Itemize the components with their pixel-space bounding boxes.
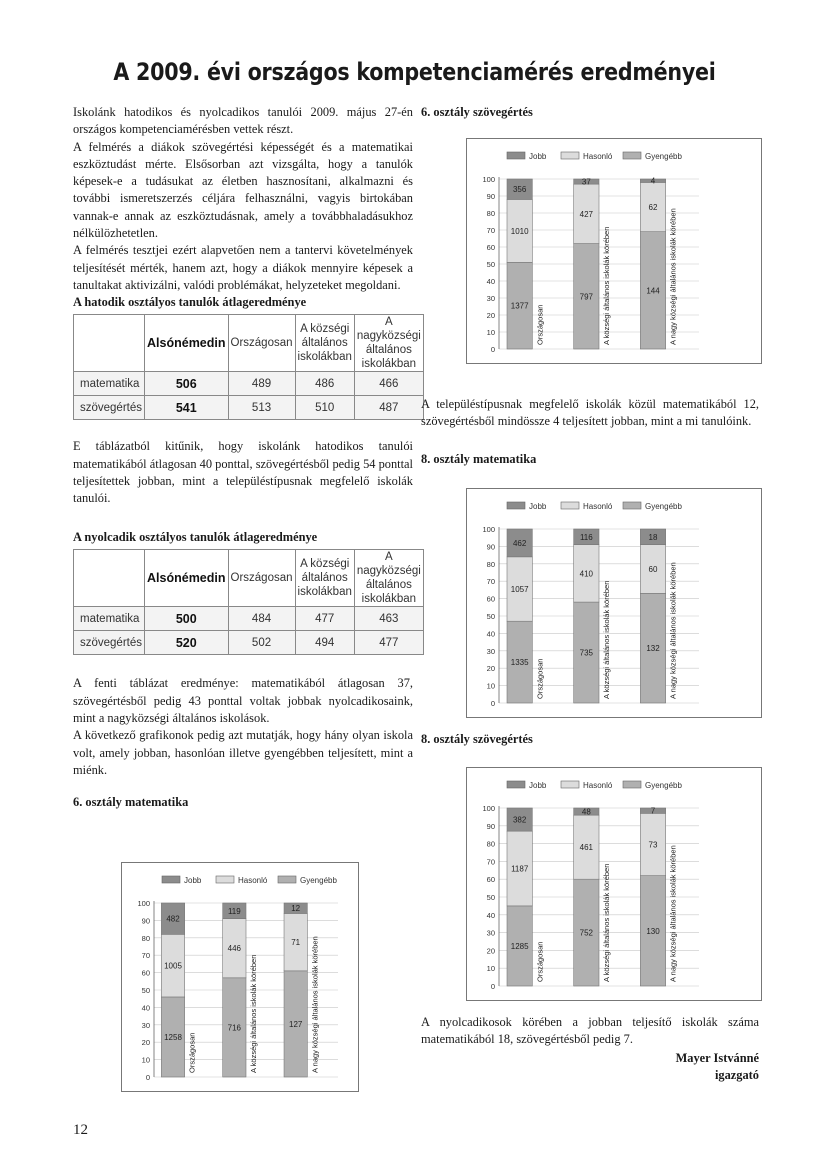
category-label: A nagy községi általános iskolák körében (668, 208, 678, 345)
category-label: Országosan (535, 941, 545, 982)
table8-heading: A nyolcadik osztályos tanulók átlageredménye (73, 530, 318, 545)
table-cell: 510 (295, 396, 354, 420)
legend-swatch (561, 502, 579, 509)
tick-label: 60 (486, 875, 495, 885)
legend-label: Gyengébb (645, 502, 682, 511)
legend-item (278, 876, 337, 885)
tick-label: 10 (486, 681, 495, 691)
chart-svg (467, 489, 761, 717)
table-cell: 463 (354, 607, 423, 631)
table6-header-empty (74, 315, 145, 372)
table-cell: 541 (145, 396, 229, 420)
tick-label: 0 (490, 699, 495, 708)
data-label: 1187 (511, 864, 529, 874)
table-cell: 484 (228, 607, 295, 631)
data-label: 797 (579, 292, 594, 302)
table6-header-alsonemedin: Alsónémedin (145, 315, 229, 372)
legend-swatch (278, 876, 296, 883)
data-label: 382 (512, 815, 527, 825)
table6-header-orszagosan: Országosan (228, 315, 295, 372)
intro-paragraph-2: A felmérés a diákok szövegértési képességét és a matematikai eszköztudást mérte. Elsősorban azt vizsgálta, hogy a tanulók képesek-e a tudásukat az életben hasznosítani, alkalmazni és további ismeretszerzés céljára felhasználni, vagyis birtokában vannak-e annak az eszköztudásnak, amely a továbbhaladásukhoz nélkülözhetetlen. (73, 139, 413, 241)
legend-label: Gyengébb (300, 876, 337, 885)
signature-block (421, 1050, 759, 1084)
tick-label: 0 (145, 1073, 150, 1082)
chart-svg (122, 863, 358, 1091)
legend-item (507, 781, 547, 790)
tick-label: 30 (486, 294, 495, 303)
table6-header-kozsegi: A községi általános iskolákban (295, 315, 354, 372)
data-label: 462 (512, 538, 527, 548)
data-label: 427 (579, 209, 594, 219)
chart-title-6-math: 6. osztály matematika (73, 795, 189, 810)
table8-header-empty (74, 550, 145, 607)
tick-label: 100 (137, 899, 150, 908)
tick-label: 80 (486, 559, 495, 569)
legend-item (623, 781, 682, 790)
data-label: 144 (646, 286, 660, 296)
table-cell: matematika (74, 607, 145, 631)
data-label: 127 (289, 1019, 303, 1029)
data-label: 12 (291, 904, 301, 914)
table6-header-row (74, 315, 424, 372)
legend-swatch (507, 152, 525, 159)
category-label: A nagy községi általános iskolák körében (668, 562, 678, 699)
data-label: 1285 (510, 941, 529, 951)
legend-item (561, 152, 613, 161)
tick-label: 0 (490, 345, 495, 354)
chart-svg (467, 139, 761, 363)
table-cell: matematika (74, 372, 145, 396)
table-cell: 502 (228, 631, 295, 655)
category-label: Országosan (535, 658, 545, 699)
table8-header-alsonemedin: Alsónémedin (145, 550, 229, 607)
tick-label: 20 (486, 311, 495, 320)
table-cell: 486 (295, 372, 354, 396)
tick-label: 40 (486, 910, 495, 920)
chart-title-6-reading: 6. osztály szövegértés (421, 105, 533, 119)
legend-swatch (623, 152, 641, 159)
table-cell: 494 (295, 631, 354, 655)
table-cell: 500 (145, 607, 229, 631)
category-label: Országosan (535, 304, 545, 345)
data-label: 752 (579, 928, 594, 938)
signature-title: igazgató (714, 1068, 759, 1082)
tick-label: 30 (141, 1020, 150, 1030)
table-row (74, 631, 424, 655)
tick-label: 10 (486, 328, 495, 337)
data-label: 716 (227, 1023, 242, 1033)
data-label: 1057 (510, 585, 529, 595)
tick-label: 40 (486, 629, 495, 639)
table6-summary: E táblázatból kitűnik, hogy iskolánk hatodikos tanulói matematikából átlagosan 40 ponttal, szövegértésből pedig 54 ponttal teljesítettek jobban, mint a településtípusnak megfelelő iskolák tanulói. (73, 439, 413, 506)
tick-label: 40 (141, 1003, 150, 1013)
tick-label: 70 (141, 951, 150, 961)
tick-label: 70 (486, 857, 495, 867)
table-cell: 466 (354, 372, 423, 396)
table-row (74, 372, 424, 396)
tick-label: 50 (486, 260, 495, 269)
chart-8-reading (466, 767, 762, 1001)
table-cell: 520 (145, 631, 229, 655)
data-label: 116 (579, 532, 593, 542)
tick-label: 90 (141, 916, 150, 926)
table-cell: szövegértés (74, 396, 145, 420)
tick-label: 90 (486, 192, 495, 201)
category-label: A községi általános iskolák körében (602, 580, 611, 699)
legend-item (623, 502, 682, 511)
tick-label: 90 (486, 821, 495, 831)
tick-label: 100 (482, 804, 495, 813)
chart-6-math (121, 862, 359, 1092)
tick-label: 100 (482, 525, 495, 534)
legend-swatch (507, 502, 525, 509)
chart-title-8-math: 8. osztály matematika (421, 452, 537, 466)
intro-paragraph-1: Iskolánk hatodikos és nyolcadikos tanulói 2009. május 27-én országos kompetenciamérésben vettek részt. (73, 105, 413, 137)
chart-title-8-reading: 8. osztály szövegértés (421, 732, 533, 746)
data-label: 4 (650, 176, 656, 186)
legend-swatch (623, 781, 641, 788)
data-label: 71 (291, 938, 301, 948)
data-label: 37 (581, 177, 591, 187)
tick-label: 80 (486, 839, 495, 849)
tick-label: 10 (141, 1055, 150, 1065)
legend-item (507, 152, 547, 161)
table8-header-kozsegi: A községi általános iskolákban (295, 550, 354, 607)
table-cell: 513 (228, 396, 295, 420)
tick-label: 40 (486, 277, 495, 286)
legend-item (216, 876, 268, 885)
table-row (74, 607, 424, 631)
table6 (73, 314, 424, 420)
table-cell: 487 (354, 396, 423, 420)
tick-label: 50 (141, 986, 150, 995)
tick-label: 60 (486, 243, 495, 252)
table8-header-nagykozsegi: A nagyközségi általános iskolákban (354, 550, 423, 607)
intro-paragraph-3: A felmérés tesztjei ezért alapvetően nem a tantervi követelmények teljesítését mérték, hanem azt, hogy a diákok mennyire képesek a tanultakat aktivizálni, valódi problémákat, helyzeteket megoldani. (73, 243, 413, 292)
legend-label: Jobb (184, 876, 202, 885)
legend-label: Jobb (529, 152, 547, 161)
legend-label: Gyengébb (645, 152, 682, 161)
category-label: A községi általános iskolák körében (602, 226, 611, 345)
tick-label: 70 (486, 226, 495, 235)
data-label: 7 (650, 806, 656, 816)
table8 (73, 549, 424, 655)
category-label: A nagy községi általános iskolák körében (310, 936, 320, 1073)
table-row (74, 396, 424, 420)
data-label: 1377 (510, 301, 529, 311)
data-label: 461 (579, 843, 594, 853)
table6-heading: A hatodik osztályos tanulók átlageredménye (73, 295, 307, 310)
table-cell: szövegértés (74, 631, 145, 655)
tick-label: 0 (490, 982, 495, 991)
table8-summary: A fenti táblázat eredménye: matematikából átlagosan 37, szövegértésből pedig 43 ponttal voltak jobbak nyolcadikosaink, mint a nagyközségi általános iskolások. (73, 676, 413, 726)
data-label: 18 (648, 532, 658, 542)
chart-svg (467, 768, 761, 1000)
data-label: 446 (227, 944, 242, 954)
data-label: 1335 (510, 658, 529, 668)
data-label: 60 (648, 565, 658, 575)
tick-label: 30 (486, 928, 495, 938)
left-column (73, 104, 421, 811)
tick-label: 50 (486, 893, 495, 902)
legend-swatch (162, 876, 180, 883)
tick-label: 10 (486, 964, 495, 974)
tick-label: 60 (141, 968, 150, 978)
legend-label: Hasonló (583, 502, 613, 511)
data-label: 48 (581, 807, 591, 817)
tick-label: 20 (486, 664, 495, 674)
table8-header-orszagosan: Országosan (228, 550, 295, 607)
legend-item (623, 152, 682, 161)
category-label: A községi általános iskolák körében (602, 863, 611, 982)
legend-label: Jobb (529, 781, 547, 790)
category-label: A községi általános iskolák körében (249, 954, 258, 1073)
table-cell: 489 (228, 372, 295, 396)
table6-header-nagykozsegi: A nagyközségi általános iskolákban (354, 315, 423, 372)
category-label: Országosan (187, 1032, 197, 1073)
tick-label: 50 (486, 612, 495, 621)
legend-label: Hasonló (583, 781, 613, 790)
table-cell: 477 (295, 607, 354, 631)
right-paragraph-1: A településtípusnak megfelelő iskolák közül matematikából 12, szövegértésből mindössze 4 teljesített jobban, mint a mi tanulóink. (421, 397, 759, 429)
data-label: 1258 (164, 1032, 182, 1042)
tick-label: 20 (141, 1038, 150, 1048)
category-label: A nagy községi általános iskolák körében (668, 845, 678, 982)
legend-item (507, 502, 547, 511)
tick-label: 90 (486, 542, 495, 552)
data-label: 130 (646, 926, 660, 936)
signature-name: Mayer Istvánné (675, 1051, 759, 1065)
data-label: 73 (648, 840, 658, 850)
chart-6-reading (466, 138, 762, 364)
legend-label: Jobb (529, 502, 547, 511)
legend-swatch (623, 502, 641, 509)
page-number: 12 (73, 1122, 88, 1138)
data-label: 62 (648, 203, 658, 213)
tick-label: 20 (486, 946, 495, 956)
table-cell: 477 (354, 631, 423, 655)
tick-label: 80 (486, 209, 495, 218)
chart-8-math (466, 488, 762, 718)
legend-item (561, 502, 613, 511)
tick-label: 100 (482, 175, 495, 184)
tick-label: 60 (486, 594, 495, 604)
legend-swatch (216, 876, 234, 883)
tick-label: 70 (486, 577, 495, 587)
data-label: 482 (166, 914, 180, 924)
data-label: 410 (579, 569, 594, 579)
legend-item (561, 781, 613, 790)
page-title: A 2009. évi országos kompetenciamérés eredményei (113, 58, 716, 86)
data-label: 1010 (510, 226, 529, 236)
legend-label: Hasonló (238, 876, 268, 885)
data-label: 132 (646, 644, 660, 654)
legend-label: Hasonló (583, 152, 613, 161)
legend-swatch (561, 781, 579, 788)
tick-label: 80 (141, 933, 150, 943)
data-label: 1005 (164, 961, 182, 971)
data-label: 735 (579, 648, 594, 658)
table8-header-row (74, 550, 424, 607)
data-label: 119 (227, 906, 241, 916)
tick-label: 30 (486, 646, 495, 656)
legend-swatch (561, 152, 579, 159)
charts-intro: A következő grafikonok pedig azt mutatják, hogy hány olyan iskola volt, amely jobban, hasonlóan illetve gyengébben teljesített, mint a miénk. (73, 728, 413, 777)
legend-item (162, 876, 202, 885)
legend-swatch (507, 781, 525, 788)
data-label: 356 (512, 185, 527, 195)
right-paragraph-2: A nyolcadikosok körében a jobban teljesítő iskolák száma matematikából 18, szövegértésből pedig 7. (421, 1015, 759, 1047)
table-cell: 506 (145, 372, 229, 396)
legend-label: Gyengébb (645, 781, 682, 790)
